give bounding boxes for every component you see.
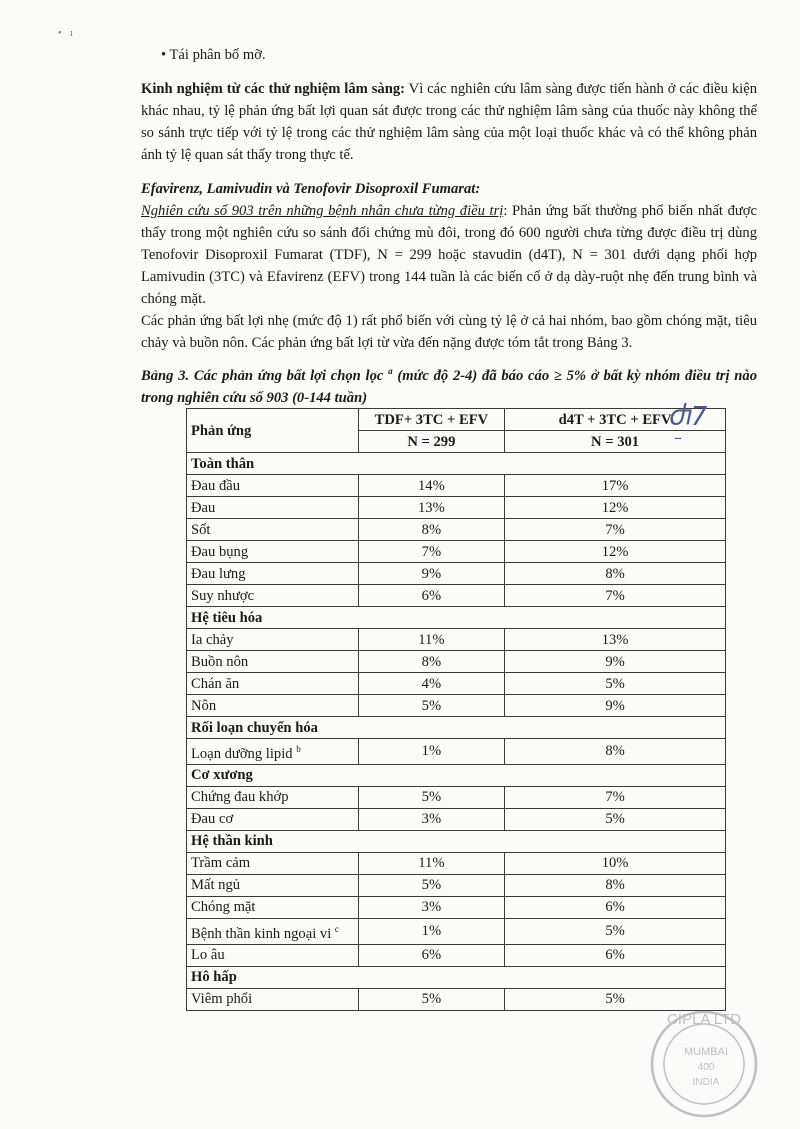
group2-value: 13% xyxy=(505,629,726,651)
seal-city: MUMBAI xyxy=(684,1046,728,1058)
section-row xyxy=(187,966,726,988)
group1-value: 8% xyxy=(358,519,505,541)
section-row xyxy=(187,830,726,852)
regimen-heading: Efavirenz, Lamivudin và Tenofovir Disoproxil Fumarat: xyxy=(141,181,481,197)
reaction-name-cell xyxy=(187,695,359,717)
group1-value: 7% xyxy=(358,541,505,563)
group2-value: 17% xyxy=(505,475,726,497)
reaction-name: Đau xyxy=(191,499,216,516)
reaction-name: Bệnh thần kinh ngoại vi xyxy=(191,925,335,942)
group2-value: 5% xyxy=(505,988,726,1010)
company-seal xyxy=(626,1000,776,1120)
handwritten-dash: – xyxy=(674,428,682,447)
mild-reactions-paragraph: Các phản ứng bất lợi nhẹ (mức độ 1) rất phổ biến với cùng tỷ lệ ở cả hai nhóm, bao gồm chóng mặt, tiêu chảy và buồn nôn. Các phản ứng bất lợi từ vừa đến nặng được tóm tắt trong Bảng 3. xyxy=(141,313,757,351)
reaction-name: Ia chảy xyxy=(191,631,234,648)
table-row xyxy=(187,651,726,673)
study-paragraph xyxy=(141,200,757,310)
reaction-name: Suy nhược xyxy=(191,587,255,604)
reaction-name-cell xyxy=(187,585,359,607)
section-row xyxy=(187,607,726,629)
reaction-name-cell xyxy=(187,874,359,896)
table-row xyxy=(187,944,726,966)
header-group2-n: N = 301 xyxy=(505,431,726,453)
reaction-name-cell xyxy=(187,988,359,1010)
group1-value: 1% xyxy=(358,739,505,765)
section-row xyxy=(187,764,726,786)
reaction-name-cell xyxy=(187,563,359,585)
group2-value: 10% xyxy=(505,852,726,874)
group1-value: 6% xyxy=(358,585,505,607)
table-row xyxy=(187,563,726,585)
group2-value: 8% xyxy=(505,563,726,585)
reaction-name: Đau đầu xyxy=(191,477,241,494)
reaction-name-cell xyxy=(187,786,359,808)
section-row xyxy=(187,717,726,739)
reaction-name-cell xyxy=(187,497,359,519)
reaction-name: Loạn dưỡng lipid xyxy=(191,745,297,762)
reaction-name-cell xyxy=(187,739,359,765)
table-row xyxy=(187,585,726,607)
reaction-name-cell xyxy=(187,896,359,918)
group1-value: 13% xyxy=(358,497,505,519)
reaction-name-cell xyxy=(187,918,359,944)
group1-value: 1% xyxy=(358,918,505,944)
footnote-marker: b xyxy=(296,744,301,754)
group1-value: 14% xyxy=(358,475,505,497)
table-row xyxy=(187,808,726,830)
clinical-heading: Kinh nghiệm từ các thử nghiệm lâm sàng: xyxy=(141,81,405,97)
group2-value: 5% xyxy=(505,918,726,944)
reaction-name: Buồn nôn xyxy=(191,653,249,670)
section-title: Cơ xương xyxy=(187,764,726,786)
reaction-name-cell xyxy=(187,852,359,874)
group1-value: 9% xyxy=(358,563,505,585)
seal-pin: 400 xyxy=(697,1062,715,1073)
table-row xyxy=(187,673,726,695)
reaction-name: Chứng đau khớp xyxy=(191,789,289,806)
group2-value: 9% xyxy=(505,695,726,717)
group2-value: 6% xyxy=(505,896,726,918)
section-title: Hô hấp xyxy=(187,966,726,988)
clinical-body: Vì các nghiên cứu lâm sàng được tiến hành ở các điều kiện khác nhau, tỷ lệ phản ứng bất lợi quan sát được trong các thử nghiệm lâm sàng của thuốc này không thể so sánh trực tiếp với tỷ lệ trong các thử nghiệm lâm sàng của một loại thuốc khác và có thể không phản ánh tỷ lệ quan sát thấy trong thực tế. xyxy=(141,81,757,163)
table-caption: Bảng 3. Các phản ứng bất lợi chọn lọc $^a$ (mức độ 2-4) đã báo cáo ≥ 5% ở bất kỳ nhóm điều trị nào trong nghiên cứu số 903 (0-144 tuần) xyxy=(141,366,757,406)
table-row xyxy=(187,629,726,651)
reaction-name: Viêm phổi xyxy=(191,991,253,1008)
table-row xyxy=(187,475,726,497)
group1-value: 4% xyxy=(358,673,505,695)
corner-mark: • ı xyxy=(58,28,76,39)
reaction-name: Chán ăn xyxy=(191,675,240,692)
group2-value: 7% xyxy=(505,519,726,541)
seal-country: INDIA xyxy=(692,1077,720,1088)
reaction-name-cell xyxy=(187,651,359,673)
group2-value: 12% xyxy=(505,541,726,563)
section-title: Hệ tiêu hóa xyxy=(187,607,726,629)
group1-value: 11% xyxy=(358,852,505,874)
group2-value: 5% xyxy=(505,808,726,830)
table-row xyxy=(187,695,726,717)
adverse-reactions-table xyxy=(186,408,726,1011)
reaction-name-cell xyxy=(187,541,359,563)
group1-value: 5% xyxy=(358,695,505,717)
reaction-name: Sốt xyxy=(191,521,211,538)
body-text xyxy=(141,44,757,409)
group2-value: 9% xyxy=(505,651,726,673)
bullet-item: • Tái phân bố mỡ. xyxy=(161,47,266,63)
group2-value: 8% xyxy=(505,739,726,765)
table-body xyxy=(187,453,726,1011)
section-title: Rối loạn chuyển hóa xyxy=(187,717,726,739)
reaction-name-cell xyxy=(187,475,359,497)
group2-value: 5% xyxy=(505,673,726,695)
section-row xyxy=(187,453,726,475)
table-row xyxy=(187,896,726,918)
reaction-name-cell xyxy=(187,673,359,695)
reaction-name: Nôn xyxy=(191,697,217,714)
footnote-marker: c xyxy=(334,923,339,934)
section-title: Hệ thần kinh xyxy=(187,830,726,852)
header-group2: d4T + 3TC + EFV xyxy=(505,409,726,431)
reaction-name-cell xyxy=(187,629,359,651)
section-title: Toàn thân xyxy=(187,453,726,475)
caption-footnote-marker: a xyxy=(388,366,393,376)
group1-value: 6% xyxy=(358,944,505,966)
group2-value: 7% xyxy=(505,585,726,607)
table-row xyxy=(187,918,726,944)
seal-company: CIPLA LTD xyxy=(667,1011,741,1028)
reaction-name: Đau bụng xyxy=(191,543,249,560)
reaction-name: Mất ngủ xyxy=(191,877,241,894)
group1-value: 3% xyxy=(358,896,505,918)
reaction-name: Chóng mặt xyxy=(191,899,256,916)
group1-value: 8% xyxy=(358,651,505,673)
table-row xyxy=(187,541,726,563)
table-row xyxy=(187,497,726,519)
clinical-experience-paragraph xyxy=(141,78,757,166)
table-row xyxy=(187,852,726,874)
handwritten-initials: Ⴛ7 xyxy=(668,402,708,432)
header-reaction: Phản ứng xyxy=(187,409,359,453)
reaction-name-cell xyxy=(187,944,359,966)
group2-value: 6% xyxy=(505,944,726,966)
table-row xyxy=(187,786,726,808)
group1-value: 11% xyxy=(358,629,505,651)
group2-value: 8% xyxy=(505,874,726,896)
group1-value: 5% xyxy=(358,786,505,808)
header-group1-n: N = 299 xyxy=(358,431,505,453)
reaction-name: Lo âu xyxy=(191,947,225,964)
reaction-name: Trầm cảm xyxy=(191,855,251,872)
table-row xyxy=(187,519,726,541)
reaction-name-cell xyxy=(187,519,359,541)
reaction-name: Đau cơ xyxy=(191,811,234,828)
table-row xyxy=(187,874,726,896)
group1-value: 5% xyxy=(358,874,505,896)
reaction-name-cell xyxy=(187,808,359,830)
group2-value: 7% xyxy=(505,786,726,808)
group1-value: 3% xyxy=(358,808,505,830)
group2-value: 12% xyxy=(505,497,726,519)
group1-value: 5% xyxy=(358,988,505,1010)
study-body: : Phản ứng bất thường phổ biến nhất được thấy trong một nghiên cứu so sánh đối chứng mù đôi, trong đó 600 người chưa từng được điều trị dùng Tenofovir Disoproxil Fumarat (TDF), N = 299 hoặc stavudin (d4T), N = 301 dưới dạng phối hợp Lamivudin (3TC) và Efavirenz (EFV) trong 144 tuần là các biến cố ở dạ dày-ruột nhẹ đến trung bình và chóng mặt. xyxy=(141,203,757,307)
reaction-name: Đau lưng xyxy=(191,565,246,582)
study-label: Nghiên cứu số 903 trên những bệnh nhân chưa từng điều trị xyxy=(141,203,504,219)
table-row xyxy=(187,739,726,765)
header-group1: TDF+ 3TC + EFV xyxy=(358,409,505,431)
